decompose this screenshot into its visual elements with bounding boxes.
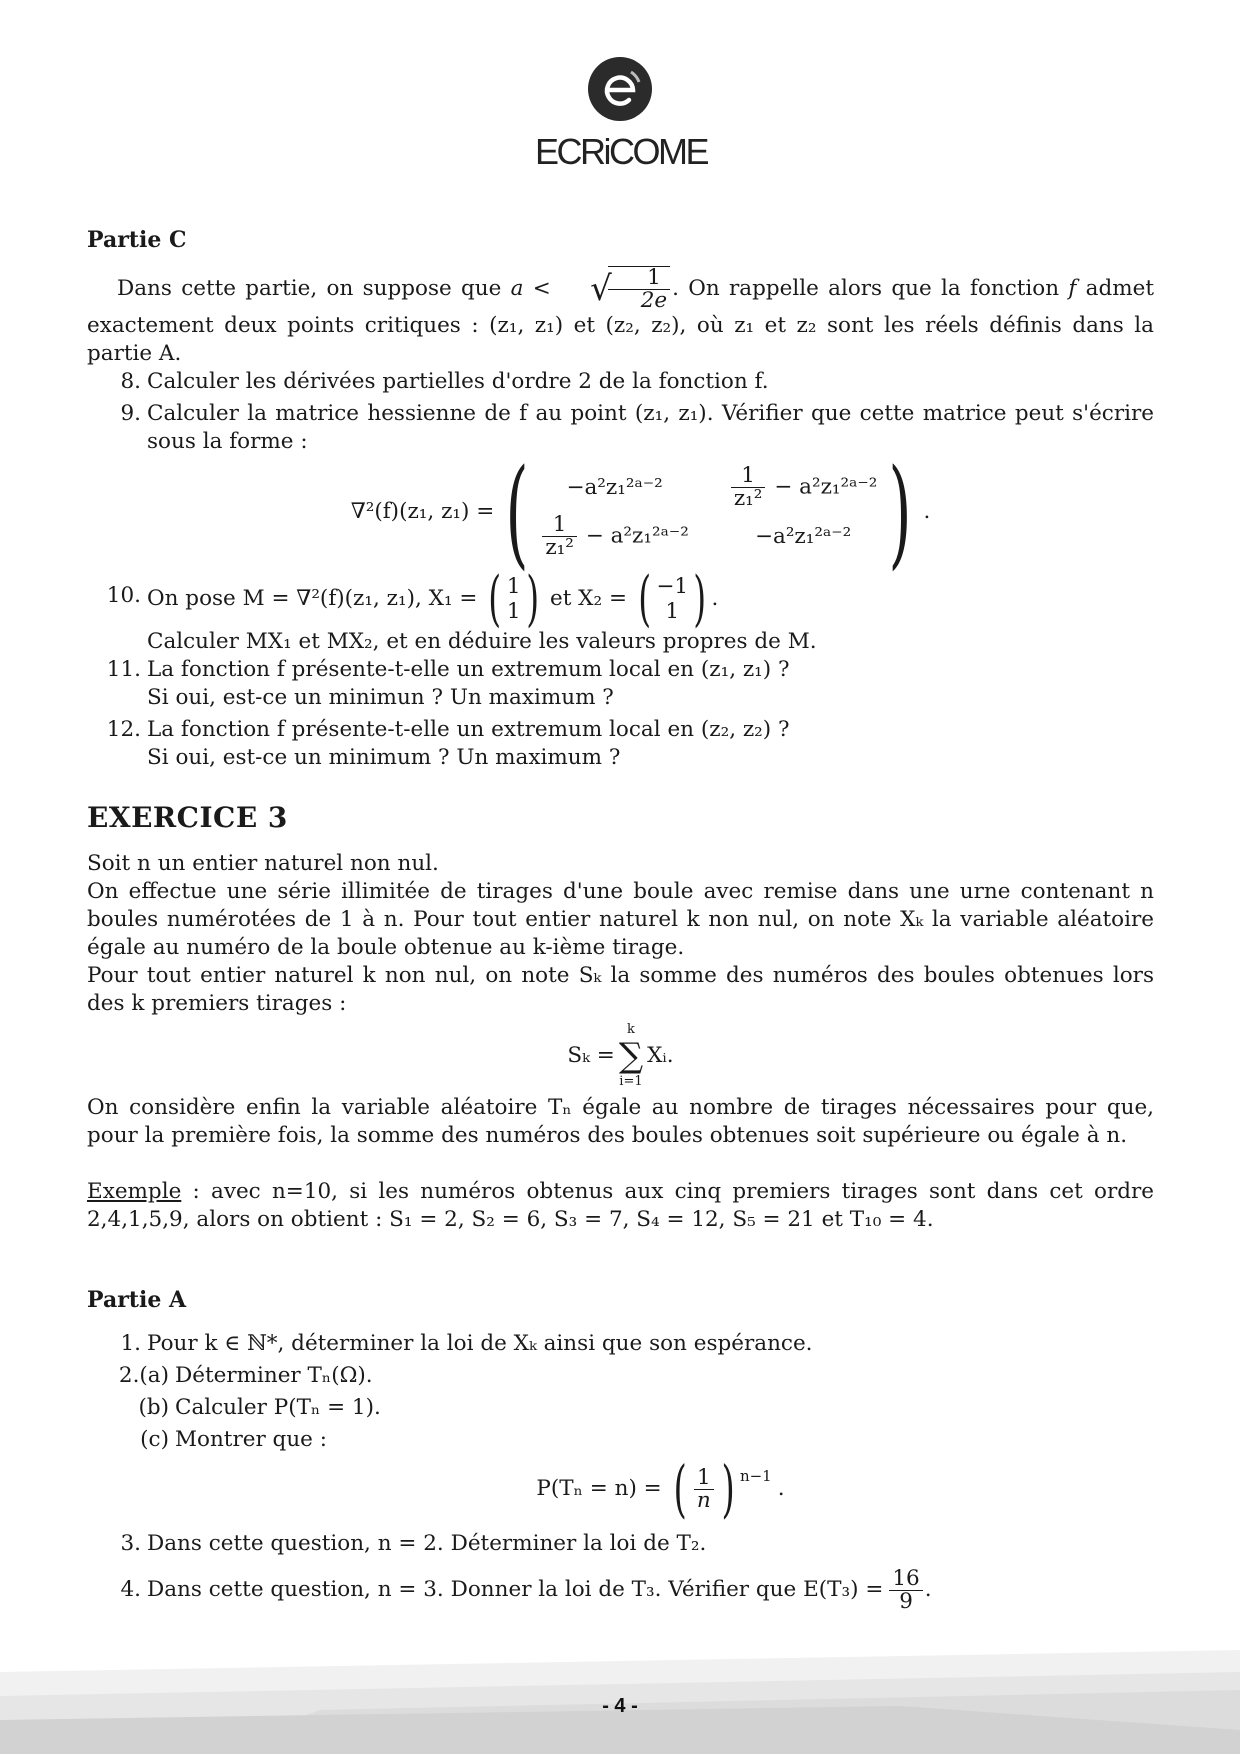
partA-question-1-text: Pour k ∈ ℕ*, déterminer la loi de Xₖ ainsi que son espérance.	[147, 1331, 813, 1356]
matrix-entry-21	[540, 514, 689, 559]
m12-frac-num: 1	[731, 465, 766, 488]
sqrt-numerator: 1	[608, 267, 670, 290]
sqrt-expression: √ $\frac{1}{2e}$	[560, 266, 672, 312]
critical-point-2: (z₂, z₂)	[605, 313, 680, 338]
question-11-line-2: Si oui, est-ce un minimun ? Un maximum ?	[147, 685, 614, 710]
q4-frac-den: 9	[899, 1588, 913, 1614]
partA-question-2b	[87, 1394, 1154, 1422]
question-10	[87, 564, 1154, 656]
exercise-3-p3: Pour tout entier naturel k non nul, on note Sₖ la somme des numéros des boules obtenues lors des k premiers tirages :	[87, 963, 1154, 1016]
partC-intro-text-2: . On rappelle alors que la fonction	[672, 276, 1060, 301]
question-9	[87, 400, 1154, 456]
partA-question-3-number: 3.	[120, 1531, 141, 1556]
example-text: : avec n=10, si les numéros obtenus aux cinq premiers tirages sont dans cet ordre 2,4,1,5,9, alors on obtient : S₁ = 2, S₂ = 6, S₃ = 7, S₄ = 12, S₅ = 21 et T₁₀ = 4.	[87, 1179, 1154, 1232]
matrix-entry-11: −a²z₁²ᵃ⁻²	[566, 474, 663, 500]
left-paren: (	[505, 443, 529, 581]
question-12-line-2: Si oui, est-ce un minimum ? Un maximum ?	[147, 745, 621, 770]
question-10-line-2: Calculer MX₁ et MX₂, et en déduire les valeurs propres de M.	[147, 629, 817, 654]
exercise-3-p2: On effectue une série illimitée de tirages d'une boule avec remise dans une urne contenant n boules numérotées de 1 à n. Pour tout entier naturel k non nul, on note Xₖ la variable aléatoire égale au numéro de la boule obtenue au k-ième tirage.	[87, 879, 1154, 960]
question-12-number: 12.	[106, 717, 141, 742]
sum-upper-limit: k	[627, 1022, 635, 1037]
question-8-text: Calculer les dérivées partielles d'ordre 2 de la fonction f.	[147, 369, 769, 394]
exercise-3-p4: On considère enfin la variable aléatoire Tₙ égale au nombre de tirages nécessaires pour que, pour la première fois, la somme des numéros des boules obtenues soit supérieure ou égale à n.	[87, 1095, 1154, 1148]
partC-intro-text-4: , où z₁ et z₂ sont les réels définis dans la partie A.	[87, 313, 1154, 366]
m21-rest: − a²z₁²ᵃ⁻²	[585, 523, 689, 549]
page-number: - 4 -	[602, 1695, 638, 1717]
partA-question-3-text: Dans cette question, n = 2. Déterminer la loi de T₂.	[147, 1531, 707, 1556]
question-12	[87, 716, 1154, 772]
hessian-end: .	[923, 499, 931, 524]
hessian-lhs: ∇²(f)(z₁, z₁) =	[350, 499, 495, 524]
partA-question-2a-number: 2.(a)	[118, 1363, 169, 1388]
sum-operator	[619, 1022, 643, 1090]
question-12-line-1: La fonction f présente-t-elle un extremum local en (z₂, z₂) ?	[147, 717, 790, 742]
eq-lhs: P(Tₙ = n) =	[536, 1476, 662, 1501]
question-10-et: et X₂ =	[549, 586, 627, 611]
m21-frac-den: z₁²	[545, 535, 574, 560]
m21-frac-num: 1	[542, 514, 577, 537]
partA-question-4-number: 4.	[120, 1577, 141, 1602]
partA-question-4-line	[147, 1566, 1154, 1614]
main-content	[87, 226, 1154, 1614]
vector-x2	[656, 574, 688, 624]
question-10-number: 10.	[106, 583, 141, 608]
hessian-matrix	[540, 465, 877, 559]
x1-right-paren: )	[525, 564, 539, 634]
partA-question-4-text: Dans cette question, n = 3. Donner la loi de T₃. Vérifier que E(T₃) =	[147, 1577, 884, 1602]
partC-intro-var-a: a	[510, 276, 524, 301]
partC-intro-lt: <	[523, 276, 561, 301]
x2-top: −1	[656, 574, 689, 599]
vector-x1	[507, 574, 521, 624]
sum-equation	[87, 1018, 1154, 1094]
partA-question-2c-text: Montrer que :	[175, 1427, 327, 1452]
question-10-end: .	[711, 586, 719, 611]
question-8	[87, 368, 1154, 396]
partC-intro	[87, 266, 1154, 368]
question-11-line-1: La fonction f présente-t-elle un extremum local en (z₁, z₁) ?	[147, 657, 790, 682]
partC-intro-text-3: admet exactement deux points critiques :	[87, 276, 1154, 338]
partA-question-4	[87, 1566, 1154, 1614]
partA-question-1-number: 1.	[120, 1331, 141, 1356]
logo-wordmark: ECRiCOME	[535, 131, 708, 172]
partC-title: Partie C	[87, 227, 187, 253]
sqrt-denominator: 2e	[640, 288, 668, 313]
eq-left-paren: (	[673, 1452, 687, 1525]
partA-question-2c-number: (c)	[140, 1427, 169, 1452]
eq-exponent: n−1	[739, 1467, 772, 1485]
sum-lower-limit: i=1	[619, 1074, 643, 1089]
partA-question-2a-text: Déterminer Tₙ(Ω).	[175, 1363, 373, 1388]
partA-question-4-end: .	[924, 1577, 932, 1602]
right-paren: )	[888, 443, 912, 581]
question-9-number: 9.	[120, 401, 141, 426]
x1-left-paren: (	[488, 564, 502, 634]
question-10-line-1	[147, 564, 1154, 634]
eq-frac-den: n	[696, 1487, 711, 1513]
partA-question-2b-number: (b)	[138, 1395, 169, 1420]
question-8-number: 8.	[120, 369, 141, 394]
q4-frac-num: 16	[889, 1568, 922, 1591]
partA-question-1	[87, 1330, 1154, 1358]
hessian-equation	[127, 443, 1154, 581]
m12-frac-den: z₁²	[733, 486, 763, 511]
exercise-3-example	[87, 1178, 1154, 1234]
critical-point-1: (z₁, z₁)	[489, 313, 564, 338]
partC-intro-text-1: Dans cette partie, on suppose que	[117, 276, 502, 301]
partA-title: Partie A	[87, 1287, 187, 1313]
ecricome-e-logo-icon	[587, 56, 653, 122]
ecricome-logo	[535, 56, 708, 172]
partA-question-2c	[87, 1426, 1154, 1454]
x2-bottom: 1	[665, 599, 680, 624]
matrix-entry-12	[729, 465, 878, 510]
partA-question-2a	[87, 1362, 1154, 1390]
question-11-number: 11.	[106, 657, 141, 682]
x2-left-paren: (	[638, 564, 652, 634]
partA-question-3	[87, 1530, 1154, 1558]
x2-right-paren: )	[693, 564, 707, 634]
example-label: Exemple	[87, 1179, 182, 1204]
eq-end: .	[777, 1476, 785, 1501]
question-11	[87, 656, 1154, 712]
partC-intro-et: et	[573, 313, 596, 338]
sum-symbol: ∑	[618, 1036, 644, 1076]
x1-bottom: 1	[506, 599, 521, 624]
x1-top: 1	[506, 574, 521, 599]
exercise-3-p1: Soit n un entier naturel non nul.	[87, 851, 439, 876]
sum-rhs: Xᵢ.	[647, 1043, 674, 1068]
sum-lhs: Sₖ =	[567, 1043, 615, 1068]
partA-probability-equation	[167, 1454, 1154, 1524]
question-9-text: Calculer la matrice hessienne de f au point (z₁, z₁). Vérifier que cette matrice peut s'écrire sous la forme :	[147, 401, 1154, 454]
exercise-3-title: EXERCICE 3	[87, 801, 288, 834]
eq-frac-num: 1	[694, 1467, 714, 1490]
m12-rest: − a²z₁²ᵃ⁻²	[774, 474, 878, 500]
matrix-entry-22: −a²z₁²ᵃ⁻²	[754, 523, 852, 549]
partA-question-2b-text: Calculer P(Tₙ = 1).	[175, 1395, 381, 1420]
question-10-text-a: On pose M = ∇²(f)(z₁, z₁), X₁ =	[147, 586, 478, 611]
partC-intro-f: f	[1068, 276, 1077, 301]
eq-right-paren: )	[721, 1452, 735, 1525]
